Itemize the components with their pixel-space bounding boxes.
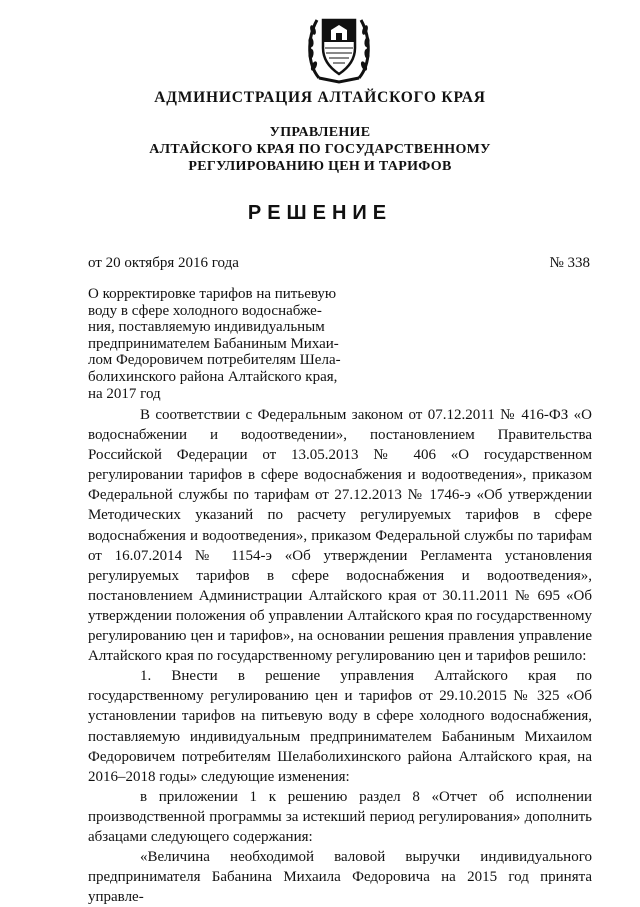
document-type-title: РЕШЕНИЕ [247, 202, 393, 224]
department-heading [0, 124, 640, 175]
subject-line: воду в сфере холодного водоснабже- [88, 302, 322, 319]
body-paragraph: В соответствии с Федеральным законом от 07.12.2011 № 416-ФЗ «О водоснабжении и водоотведении», постановлением Правительства Российской Федерации от 13.05.2013 № 406 «О государственном регулировании тарифов в сфере водоснабжения и водоотведения», приказом Федеральной службы по тарифам от 27.12.2013 № 1746-э «Об утверждении Методических указаний по расчету регулируемых тарифов в сфере водоснабжения и водоотведения», приказом Федеральной службы по тарифам от 16.07.2014 № 1154-э «Об утверждении Регламента установления регулируемых тарифов в сфере водоснабжения и водоотведения», постановлением Администрации Алтайского края от 30.11.2011 № 695 «Об утверждении положения об управлении Алтайского края по государственному регулированию цен и тарифов», на основании решения правления управление Алтайского края по государственному регулированию цен и тарифов решило: [88, 407, 592, 665]
document-number: № 338 [549, 255, 590, 271]
subject-line: болихинского района Алтайского края, [88, 368, 338, 385]
administration-heading: АДМИНИСТРАЦИЯ АЛТАЙСКОГО КРАЯ [154, 89, 486, 106]
subject-line: ния, поставляемую индивидуальным [88, 319, 325, 336]
subject-line: на 2017 год [88, 385, 161, 402]
document-subject [88, 286, 350, 402]
body-paragraph: в приложении 1 к решению раздел 8 «Отчет об исполнении производственной программы за истекший период регулирования» дополнить абзацами следующего содержания: [88, 788, 592, 845]
body-paragraph: «Величина необходимой валовой выручки индивидуального предпринимателя Бабанина Михаила Федоровича на 2015 год принята управле- [88, 849, 592, 906]
body-paragraph: 1. Внести в решение управления Алтайского края по государственному регулированию цен и тарифов от 29.10.2015 № 325 «Об установлении тарифов на питьевую воду в сфере холодного водоснабжения, поставляемую индивидуальным предпринимателем Бабаниным Михаилом Федоровичем потребителям Шелаболихинского района Алтайского края, на 2016–2018 годы» следующие изменения: [88, 668, 592, 785]
subject-line: О корректировке тарифов на питьевую [88, 286, 337, 302]
department-line: УПРАВЛЕНИЕ [269, 125, 371, 140]
subject-line: лом Федоровичем потребителям Шела- [88, 352, 341, 369]
document-date: от 20 октября 2016 года [88, 255, 239, 271]
document-body [88, 405, 592, 907]
department-line: АЛТАЙСКОГО КРАЯ ПО ГОСУДАРСТВЕННОМУ [149, 142, 491, 157]
subject-line: предпринимателем Бабаниным Михаи- [88, 335, 339, 352]
coat-of-arms-icon [305, 8, 373, 84]
department-line: РЕГУЛИРОВАНИЮ ЦЕН И ТАРИФОВ [188, 159, 452, 174]
